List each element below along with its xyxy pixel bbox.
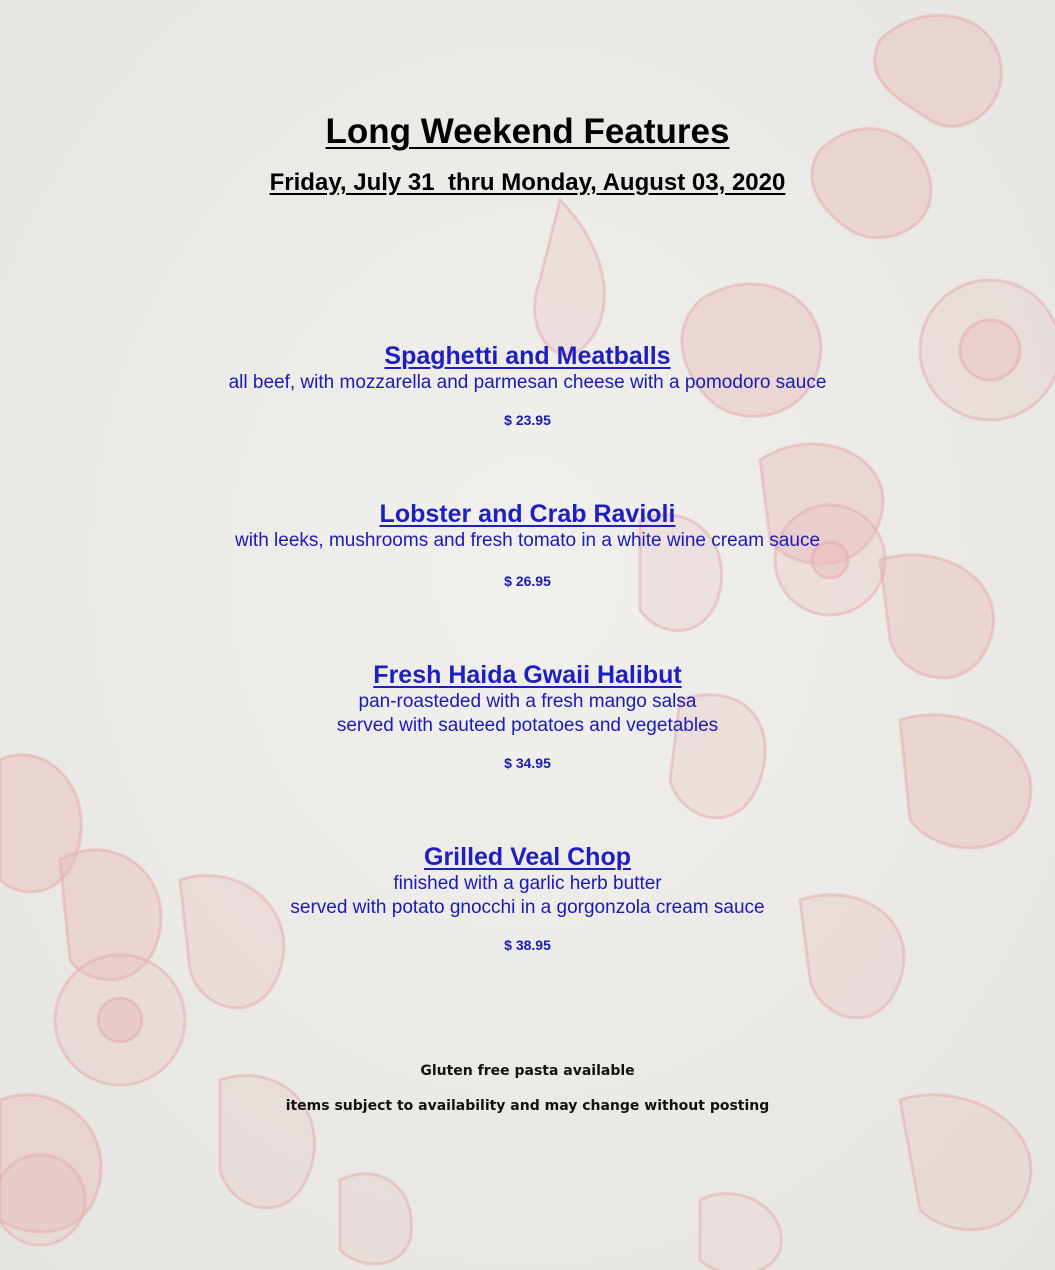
dish-price: $ 23.95 bbox=[504, 412, 551, 428]
dish-name-spaghetti: Spaghetti and Meatballs bbox=[384, 342, 671, 370]
dish-price: $ 38.95 bbox=[504, 937, 551, 953]
dish-price: $ 34.95 bbox=[504, 755, 551, 771]
dish-description: served with sauteed potatoes and vegetables bbox=[336, 715, 719, 736]
dish-description: all beef, with mozzarella and parmesan cheese with a pomodoro sauce bbox=[228, 372, 827, 393]
dish-price: $ 26.95 bbox=[504, 573, 551, 589]
gluten-free-note: Gluten free pasta available bbox=[420, 1063, 635, 1079]
dish-description: pan-roasteded with a fresh mango salsa bbox=[358, 691, 697, 712]
date-range: Friday, July 31 thru Monday, August 03, 2020 bbox=[269, 169, 786, 196]
page-title: Long Weekend Features bbox=[325, 112, 730, 151]
availability-note: items subject to availability and may change without posting bbox=[285, 1098, 770, 1114]
dish-description: with leeks, mushrooms and fresh tomato in a white wine cream sauce bbox=[234, 530, 821, 551]
dish-description: finished with a garlic herb butter bbox=[393, 873, 662, 894]
dish-description: served with potato gnocchi in a gorgonzola cream sauce bbox=[290, 897, 765, 918]
dish-name-halibut: Fresh Haida Gwaii Halibut bbox=[373, 661, 682, 689]
dish-name-ravioli: Lobster and Crab Ravioli bbox=[379, 500, 676, 528]
dish-name-veal-chop: Grilled Veal Chop bbox=[424, 843, 631, 871]
